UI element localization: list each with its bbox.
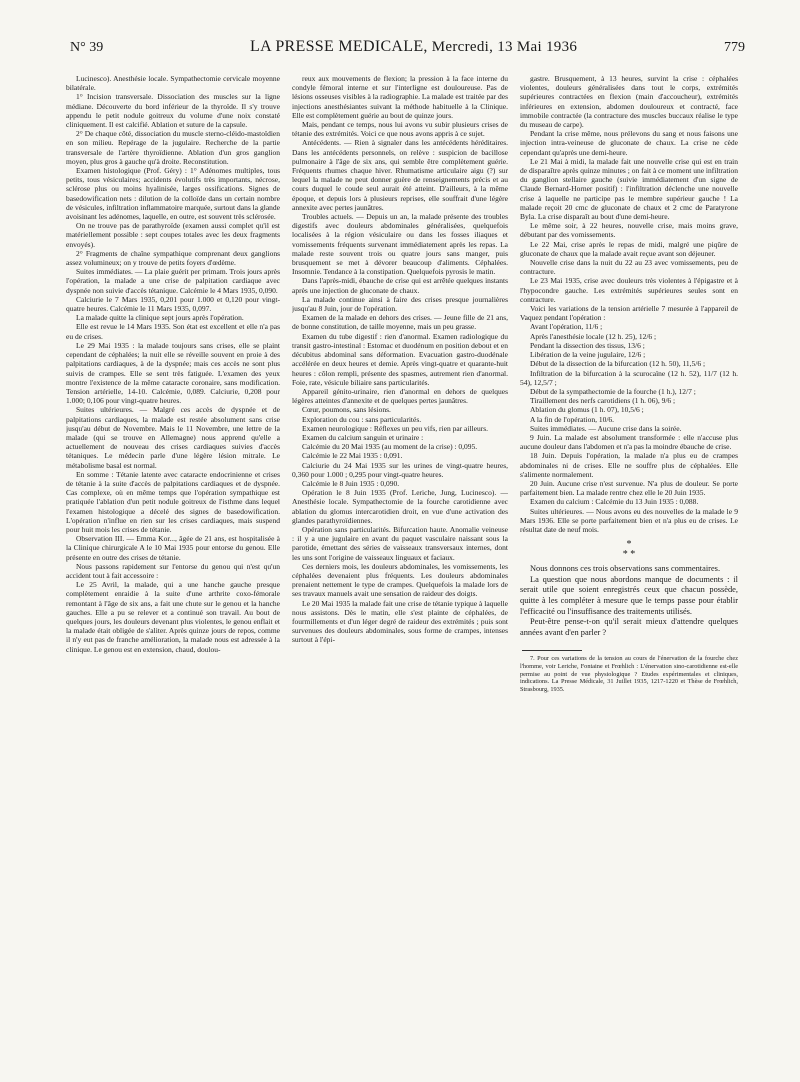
paragraph: Le même soir, à 22 heures, nouvelle crise, mais moins grave, débutant par des vomissements. [520,221,738,240]
paragraph: Le 25 Avril, la malade, qui a une hanche gauche presque complètement enraidie à la suite d'une arthrite coxo-fémorale remontant à l'âge de six ans, a fait une chute sur le genou et la hanche gauches. Elle a pu se relever et a continué son travail. Au bout de quelques jours, les douleurs devenant plus violentes, le genou enflait et la malade était obligée de s'aliter. Après quinze jours de repos, comme il n'y eut pas de franche amélioration, la malade nous est adressée à la clinique. Le genou est en extension, chaud, doulou- [66,580,280,654]
paragraph: gastre. Brusquement, à 13 heures, survint la crise : céphalées violentes, douleurs généralisées dans tout le corps, extrémités supérieures contractées en flexion (main d'accoucheur), extrémités inférieures en extension, abdomen douloureux et contracté, face immobile contractée (la contracture des muscles buccaux réalise le type du museau de carpe). [520,74,738,130]
column-middle [292,74,508,1072]
paragraph: Exploration du cou : sans particularités. [302,414,422,424]
paragraph: Suites immédiates. — Aucune crise dans la soirée. [530,423,682,433]
star-top: * [626,539,632,551]
paragraph: Antécédents. — Rien à signaler dans les antécédents héréditaires. Dans les antécédents personnels, on relève : suspicion de bacillose pulmonaire à l'âge de six ans, qui semble être complètement guérie. Fréquents rhumes chaque hiver. Rhumatisme articulaire aigu (?) sur lequel la malade ne peut donner guère de renseignements précis et au cours duquel le coude seul aurait été atteint. D'ailleurs, à la même époque, et depuis lors à plusieurs reprises, elle souffrait d'une légère annexite avec pertes jaunâtres. [292,138,508,212]
paragraph: Calciurie du 24 Mai 1935 sur les urines de vingt-quatre heures, 0,360 pour 1.000 ; 0,295 pour vingt-quatre heures. [292,460,508,479]
paragraph: 1° Incision transversale. Dissociation des muscles sur la ligne médiane. Découverte du bord inférieur de la thyroïde. Il s'y trouve appendu le petit nodule goitreux du volume d'une noix constaté cliniquement. Il est calcifié. Ablation et suture de la capsule. [66,92,280,130]
paragraph: 18 Juin. Depuis l'opération, la malade n'a plus eu de crampes abdominales ni de crises. Elle ne souffre plus de céphalées. Elle s'alimente normalement. [520,451,738,479]
paragraph: 2° De chaque côté, dissociation du muscle sterno-cléido-mastoïdien en son milieu. Repérage de la jugulaire. Recherche de la partie transversale de l'artère thyroïdienne. Ablation d'un gros ganglion moyen, plus gros à gauche qu'à droite. Reconstitution. [66,129,280,166]
paragraph: Nous passons rapidement sur l'entorse du genou qui n'est qu'un accident tout à fait accessoire : [66,561,280,580]
paragraph: La question que nous abordons manque de documents : il serait utile que soient enregistrés ceux que chacun possède, quitte à les compléter à mesure que le temps passe pour établir l'efficacité ou l'insuffisance des traitements utilisés. [520,574,738,616]
paragraph: Avant l'opération, 11/6 ; [530,322,603,332]
text-columns [66,74,750,1072]
column-left [66,74,280,1072]
paragraph: En somme : Tétanie latente avec cataracte endocrinienne et crises de tétanie à la suite d'accès de palpitations cardiaques et de dyspnée. Cas complexe, où en même temps que l'opération sympathique est pratiquée l'ablation d'un petit nodule goitreux de l'isthme dans lequel l'examen histologique a décelé des signes de basedowification. L'opération n'influe en rien sur les crises cardiaques, mais suspend pour huit mois les crises de tétanie. [66,469,280,534]
footnote-rule [522,650,582,651]
paragraph: Calcémie du 20 Mai 1935 (au moment de la crise) : 0,095. [302,442,478,452]
paragraph: Pendant la crise même, nous prélevons du sang et nous faisons une injection intra-veineuse de gluconate de chaux. La crise ne cède cependant qu'après une demi-heure. [520,129,738,157]
paragraph: Examen du calcium sanguin et urinaire : [302,432,424,442]
paragraph: Opération sans particularités. Bifurcation haute. Anomalie veineuse : il y a une jugulaire en avant du paquet vasculaire naissant sous la parotide, émettant des séries de vaisseaux transversaux internes, dont les uns sont l'origine de vaisseaux linguaux et faciaux. [292,524,508,562]
journal-title: LA PRESSE MEDICALE, [250,38,428,55]
section-separator [520,540,738,560]
paragraph: Pendant la dissection des tissus, 13/6 ; [530,340,645,350]
page-number: 779 [724,40,745,55]
paragraph: Infiltration de la bifurcation à la scurocaïne (12 h. 52), 11/7 (12 h. 54), 12,5/7 ; [520,368,738,387]
paragraph: Voici les variations de la tension artérielle 7 mesurée à l'appareil de Vaquez pendant l'opération : [520,304,738,323]
paragraph: Calciurie le 7 Mars 1935, 0,201 pour 1.000 et 0,120 pour vingt-quatre heures. Calcémie le 11 Mars 1935, 0,097. [66,294,280,314]
paragraph: Ablation du glomus (1 h. 07), 10,5/6 ; [530,405,644,415]
paragraph: Calcémie le 8 Juin 1935 : 0,090. [302,478,400,488]
paragraph: Le 20 Mai 1935 la malade fait une crise de tétanie typique à laquelle nous assistons. Dès le matin, elle s'est plainte de céphalées, de fourmillements et d'un léger degré de raideur des extrémités ; puis sont survenues des douleurs abdominales, sous forme de crampes, intenses surtout à l'épi- [292,598,508,645]
paragraph: Tiraillement des nerfs carotidiens (1 h. 06), 9/6 ; [530,396,676,406]
paragraph: Le 23 Mai 1935, crise avec douleurs très violentes à l'épigastre et à l'hypocondre gauche. Les extrémités supérieures seules sont en contracture. [520,276,738,304]
footnote: 7. Pour ces variations de la tension au cours de l'énervation de la fourche chez l'homme, voir Leriche, Fontaine et Frœhlich : L'énervation sino-carotidienne est-elle permise au point de vue physiologique ? Etudes expérimentales et cliniques, indications. La Presse Médicale, 31 Juillet 1935, 1217-1220 et Thèse de Frœhlich, Strasbourg, 1935. [520,655,738,693]
paragraph: Examen du calcium : Calcémie du 13 Juin 1935 : 0,088. [530,497,699,507]
paragraph: La malade continue ainsi à faire des crises presque journalières jusqu'au 8 Juin, jour de l'opération. [292,294,508,314]
issue-number: N° 39 [70,40,104,55]
paragraph: Suites ultérieures. — Nous avons eu des nouvelles de la malade le 9 Mars 1936. Elle se porte parfaitement bien et n'a plus eu de crises. Le résultat date de neuf mois. [520,506,738,534]
paragraph: Calcémie le 22 Mai 1935 : 0,091. [302,451,403,461]
running-title [250,38,577,56]
paragraph: Examen histologique (Prof. Géry) : 1° Adénomes multiples, tous petits, tous vésiculaires; accidents évolutifs très importants, nécrose, sclérose plus ou moins hyalinisée, larges ossifications. Signes de basedowification nets : dilution de la colloïde dans un certain nombre de vésicules, infiltration inflammatoire marquée, surtout dans la glande avoisinant les adénomes, laquelle, en outre, est souvent très sclérosée. [66,166,280,222]
paragraph: Ces derniers mois, les douleurs abdominales, les vomissements, les céphalées devenaient plus fréquents. Les douleurs abdominales prenaient nettement le type de crampes. Quelquefois la malade lors de ses travaux manuels avait une sensation de raideur des doigts. [292,561,508,599]
paragraph: On ne trouve pas de parathyroïde (examen aussi complet qu'il est matériellement possible : sept coupes totales avec les deux fragments envoyés). [66,221,280,249]
paragraph: Début de la dissection de la bifurcation (12 h. 50), 11,5/6 ; [530,359,706,369]
paragraph: Examen du tube digestif : rien d'anormal. Examen radiologique du transit gastro-intestinal : Estomac et duodénum en position debout et en décubitus abdominal sans déformation. Evacuation gastro-duodénale accélérée en deux heures et demie. Après vingt-quatre et quarante-huit heures : côlon rempli, présente des spasmes, autrement rien d'anormal. Foie, rate, vésicule biliaire sans particularités. [292,331,508,387]
paragraph: Début de la sympathectomie de la fourche (1 h.), 12/7 ; [530,386,696,396]
paragraph: 20 Juin. Aucune crise n'est survenue. N'a plus de douleur. Se porte parfaitement bien. La malade rentre chez elle le 20 Juin 1935. [520,478,738,498]
paragraph: Opération le 8 Juin 1935 (Prof. Leriche, Jung, Lucinesco). — Anesthésie locale. Sympathectomie de la fourche carotidienne avec ablation du glomus intercarotidien droit, en vue d'une activation des glandes parathyroïdiennes. [292,488,508,525]
paragraph: Examen de la malade en dehors des crises. — Jeune fille de 21 ans, de bonne constitution, de taille moyenne, mais un peu grasse. [292,313,508,332]
paragraph: 2° Fragments de chaîne sympathique comprenant deux ganglions assez volumineux; on y trouve de petits foyers d'œdème. [66,248,280,268]
paragraph: Le 22 Mai, crise après le repas de midi, malgré une piqûre de gluconate de chaux que la malade avait reçue avant son déjeuner. [520,239,738,258]
paragraph: Troubles actuels. — Depuis un an, la malade présente des troubles digestifs avec douleurs abdominales généralisées, quelquefois localisées à la région vésiculaire ou dans les fosses iliaques et vomissements fréquents survenant immédiatement après les repas. La malade reste souvent trois ou quatre jours sans manger, puis brusquement se met à dévorer beaucoup d'aliments. Céphalées. Insomnie. Tendance à la constipation. Quelquefois pyrosis le matin. [292,212,508,277]
paragraph: Mais, pendant ce temps, nous lui avons vu subir plusieurs crises de tétanie des extrémités. Voici ce que nous avons appris à ce sujet. [292,120,508,139]
paragraph: Nouvelle crise dans la nuit du 22 au 23 avec vomissements, peu de contracture. [520,258,738,277]
column-right [520,74,738,1072]
paragraph: A la fin de l'opération, 10/6. [530,414,615,424]
issue-date: Mercredi, 13 Mai 1936 [431,39,578,55]
paragraph: Appareil génito-urinaire, rien d'anormal en dehors de quelques légères atteintes d'annexite et de quelques pertes jaunâtres. [292,386,508,406]
paragraph: 9 Juin. La malade est absolument transformée : elle n'accuse plus aucune douleur dans l'abdomen et n'a pas la moindre ébauche de crise. [520,432,738,452]
star-pair: * * [622,549,636,561]
paragraph: Peut-être pense-t-on qu'il serait mieux d'attendre quelques années avant d'en parler ? [520,617,738,637]
closing-remarks [520,564,738,638]
paragraph: Observation III. — Emma Kor..., âgée de 21 ans, est hospitalisée à la Clinique chirurgicale A le 10 Mai 1935 pour entorse du genou. Elle présente en outre des crises de tétanie. [66,534,280,562]
column-right-body [520,74,738,534]
paragraph: Le 21 Mai à midi, la malade fait une nouvelle crise qui est en train de disparaître après quinze minutes ; on fait à ce moment une infiltration du ganglion stellaire gauche (suivie immédiatement d'un signe de Claude Bernard-Horner positif) : l'infiltration déclenche une nouvelle crise à laquelle ne participe pas le membre supérieur gauche ! La malade reçoit 20 cmc de gluconate de chaux et 2 cmc de Paratyrone Byla. La crise disparaît au bout d'une demi-heure. [520,156,738,222]
paragraph: Cœur, poumons, sans lésions. [302,405,391,415]
paragraph: Examen neurologique : Réflexes un peu vifs, rien par ailleurs. [302,423,488,433]
page-header [70,38,745,64]
paragraph: Suites immédiates. — La plaie guérit per primam. Trois jours après l'opération, la malade a une crise de palpitation cardiaque avec dyspnée non suivie d'accès tétanique. Calcémie le 4 Mars 1935, 0,090. [66,267,280,295]
paragraph: reux aux mouvements de flexion; la pression à la face interne du condyle fémoral interne et sur l'interligne est douloureuse. Pas de lésions osseuses visibles à la radiographie. La malade est traitée par des injections anesthésiantes suivant la méthode habituelle à la Clinique. Elle est complètement guérie au bout de quinze jours. [292,74,508,120]
paragraph: La malade quitte la clinique sept jours après l'opération. [76,313,244,323]
paragraph: Elle est revue le 14 Mars 1935. Son état est excellent et elle n'a pas eu de crises. [66,322,280,341]
paragraph: Libération de la veine jugulaire, 12/6 ; [530,350,646,360]
paragraph: Le 29 Mai 1935 : la malade toujours sans crises, elle se plaint cependant de céphalées; la nuit elle se réveille souvent en proie à des palpitations cardiaques, à de la dyspnée; mais ces accès ne sont plus suivis de crampes. Elle se sent très fatiguée. L'examen des yeux montre l'existence de la même cataracte coronaire, sans modification. Tension artérielle, 14-10. Calcémie, 0,089. Calciurie, 0,208 pour 1.000; 0,106 pour vingt-quatre heures. [66,340,280,406]
paragraph: Suites ultérieures. — Malgré ces accès de dyspnée et de palpitations cardiaques, la malade est restée absolument sans crise jusqu'au début de Novembre. Mais le 11 Novembre, une lettre de la malade (qui se trouve en Allemagne) nous apprend qu'elle a actuellement de nouveau des crises cardiaques suivies d'accès tétaniques. Le médecin parle d'une légère lésion mitrale. Le métabolisme basal est normal. [66,405,280,470]
paragraph: Après l'anesthésie locale (12 h. 25), 12/6 ; [530,331,657,341]
paragraph: Nous donnons ces trois observations sans commentaires. [530,564,721,574]
paragraph: Dans l'après-midi, ébauche de crise qui est arrêtée quelques instants après une injection de gluconate de chaux. [292,276,508,295]
paragraph: Lucinesco). Anesthésie locale. Sympathectomie cervicale moyenne bilatérale. [66,74,280,93]
